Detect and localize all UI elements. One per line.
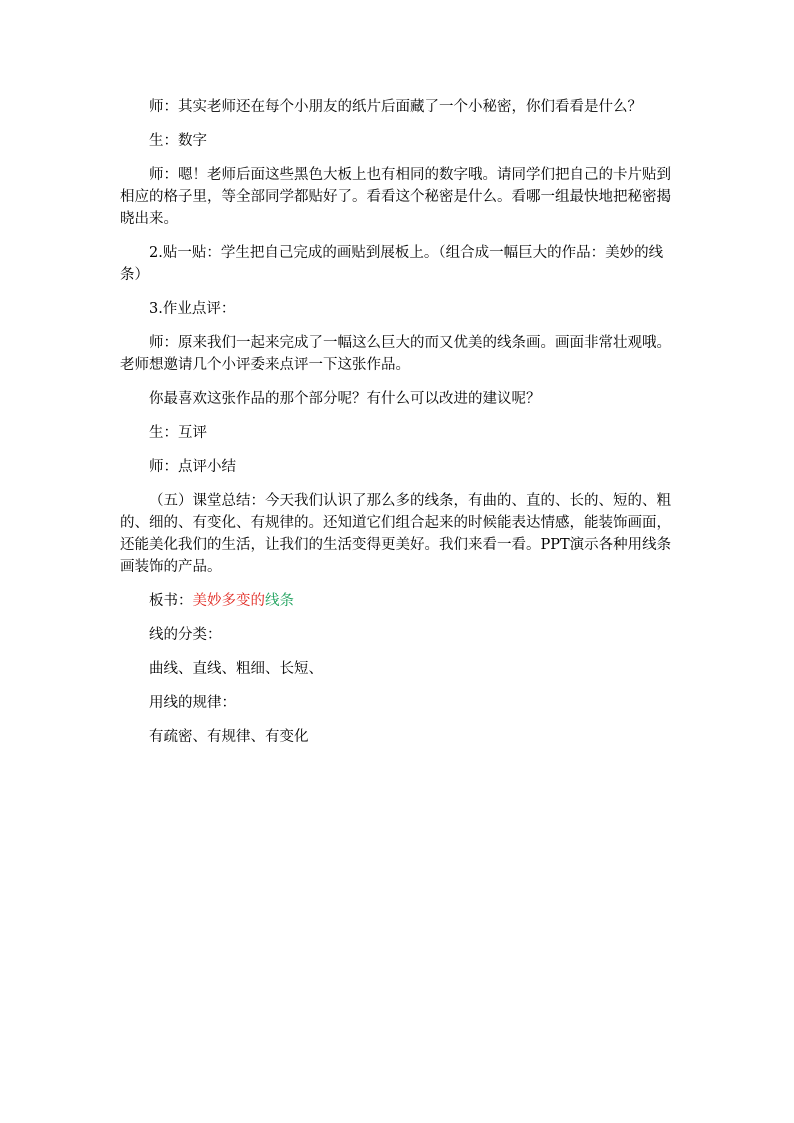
paragraph-teacher-board: 师：嗯！老师后面这些黑色大板上也有相同的数字哦。请同学们把自己的卡片贴到相应的格子里，等全部同学都贴好了。看看这个秘密是什么。看哪一组最快地把秘密揭晓出来。 [120,167,671,227]
board-prefix: 板书： [149,593,193,609]
board-line-rule-items: 有疏密、有规律、有变化 [149,729,309,745]
board-line-types: 曲线、直线、粗细、长短、 [149,661,323,677]
paragraph-teacher-review: 师：原来我们一起来完成了一幅这么巨大的而又优美的线条画。画面非常壮观哦。老师想邀请几个小评委来点评一下这张作品。 [120,335,671,373]
paragraph-teacher-summary: 师：点评小结 [149,459,236,475]
board-line-classification: 线的分类： [149,627,222,643]
paragraph-paste-step: 2.贴一贴：学生把自己完成的画贴到展板上。（组合成一幅巨大的作品：美妙的线条） [120,245,664,283]
document-body [120,96,676,748]
board-title-red: 美妙多变的 [192,593,265,609]
board-heading [120,590,676,612]
paragraph-teacher-secret: 师：其实老师还在每个小朋友的纸片后面藏了一个小秘密，你们看看是什么？ [149,99,642,115]
paragraph-class-summary: （五）课堂总结：今天我们认识了那么多的线条，有曲的、直的、长的、短的、粗的、细的、有变化、有规律的。还知道它们组合起来的时候能表达情感，能装饰画面，还能美化我们的生活，让我们的生活变得更美好。我们来看一看。PPT演示各种用线条画装饰的产品。 [120,493,672,575]
paragraph-student-peer-review: 生：互评 [149,425,207,441]
paragraph-student-numbers: 生：数字 [149,133,207,149]
board-title-green: 线条 [265,593,294,609]
board-line-rules: 用线的规律： [149,695,236,711]
paragraph-homework-review: 3.作业点评： [149,301,236,317]
paragraph-question: 你最喜欢这张作品的那个部分呢？有什么可以改进的建议呢？ [149,391,541,407]
